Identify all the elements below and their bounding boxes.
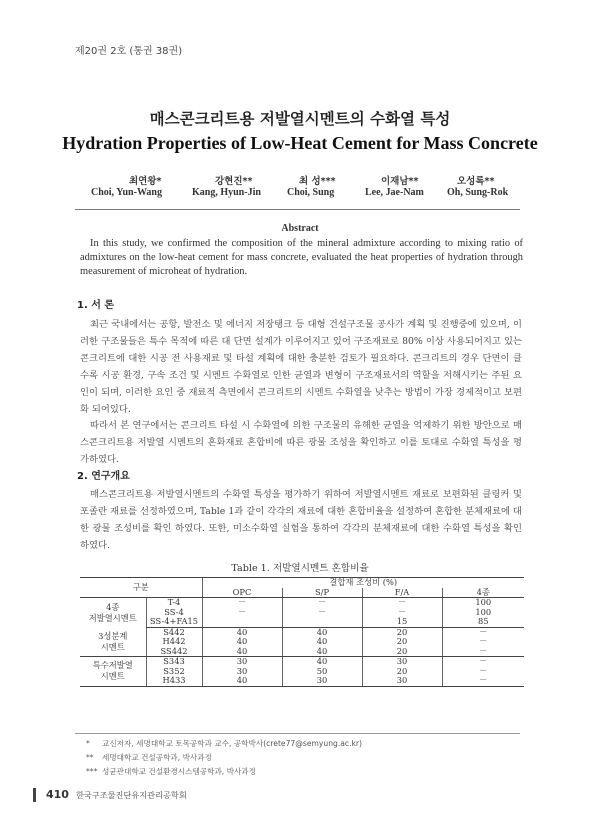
table-cell: － xyxy=(202,598,282,608)
table-cell: － xyxy=(282,598,362,608)
row-label: SS-4+FA15 xyxy=(146,617,202,627)
table-cell: 100 xyxy=(442,608,524,618)
table-row xyxy=(80,676,524,686)
table-cell: 20 xyxy=(362,667,442,677)
table-cell: 40 xyxy=(202,647,282,657)
table-cell: 40 xyxy=(282,647,362,657)
footnote-mark: * xyxy=(86,739,90,748)
group-label xyxy=(80,657,146,687)
journal-issue-header: 제20권 2호 (통권 38권) xyxy=(75,46,183,57)
table-cell: 30 xyxy=(362,657,442,667)
footnote-mark: ** xyxy=(86,753,94,762)
group-label-text: 3성분계 시멘트 xyxy=(98,630,128,652)
row-label: S442 xyxy=(146,627,202,637)
section-heading-introduction: 1. 서 론 xyxy=(77,300,115,311)
row-label: S352 xyxy=(146,667,202,677)
table-cell: － xyxy=(442,657,524,667)
footnote-text: 교신저자, 세명대학교 토목공학과 교수, 공학박사(crete77@semyung.ac.kr) xyxy=(102,739,362,748)
paper-title-korean: 매스콘크리트용 저발열시멘트의 수화열 특성 xyxy=(149,110,451,128)
table-cell: 30 xyxy=(282,676,362,686)
column-header: 4종 xyxy=(442,588,524,598)
table-cell: － xyxy=(442,647,524,657)
author-ko: 오성록** xyxy=(457,176,495,187)
group-label-text: 특수저발열 시멘트 xyxy=(92,660,133,682)
author-ko: 최연왕* xyxy=(129,176,162,187)
table-cell: 40 xyxy=(202,676,282,686)
table-cell: 40 xyxy=(282,637,362,647)
footer-accent-bar xyxy=(33,788,36,802)
table-cell: － xyxy=(442,667,524,677)
table-cell: － xyxy=(442,637,524,647)
author-list xyxy=(77,173,537,201)
table-row xyxy=(80,647,524,657)
author-en: Lee, Jae-Nam xyxy=(365,187,424,198)
row-label: SS442 xyxy=(146,647,202,657)
table-cell: 40 xyxy=(202,627,282,637)
table-cell: 30 xyxy=(202,657,282,667)
abstract-heading: Abstract xyxy=(281,223,319,234)
introduction-paragraph-2: 따라서 본 연구에서는 콘크리트 타설 시 수화열에 의한 구조물의 유해한 균열을 억제하기 위한 방안으로 매스콘크리트용 저발열 시멘트의 혼화재료 혼합비에 따른 광물 조성을 확인하고 이를 토대로 수화열 특성을 평가하였다. xyxy=(80,420,522,465)
row-label: T-4 xyxy=(146,598,202,608)
author-names-korean xyxy=(77,173,537,187)
header-divider xyxy=(75,209,520,210)
abstract-text: In this study, we confirmed the composition of the mineral admixture according to mixing ratio of admixtures on the low-heat cement for mass concrete, evaluated the heat properties of hydration through measurement of microheat of hydration. xyxy=(80,238,523,277)
author-names-english xyxy=(77,187,537,201)
table-row xyxy=(80,657,524,667)
author-en: Choi, Sung xyxy=(287,187,335,198)
table-cell: 100 xyxy=(442,598,524,608)
table-cell: 50 xyxy=(282,667,362,677)
table-cell: 20 xyxy=(362,637,442,647)
table-cell xyxy=(282,617,362,627)
row-label: H433 xyxy=(146,676,202,686)
table-cell: － xyxy=(202,608,282,618)
footnote-divider xyxy=(75,733,520,734)
table-cell: 40 xyxy=(282,627,362,637)
header-category: 구분 xyxy=(80,578,202,598)
table-cell: － xyxy=(442,676,524,686)
group-label-text: 4종 저발열시멘트 xyxy=(88,601,137,623)
table-cell: － xyxy=(362,608,442,618)
footnote-text: 세명대학교 건설공학과, 박사과정 xyxy=(102,753,212,762)
table-cell xyxy=(202,617,282,627)
author-en: Oh, Sung-Rok xyxy=(447,187,509,198)
table-cell: － xyxy=(442,627,524,637)
table-cell: 40 xyxy=(282,657,362,667)
research-overview-paragraph: 매스콘크리트용 저발열시멘트의 수화열 특성을 평가하기 위하여 저발열시멘트 재료로 보편화된 클링커 및 포졸란 재료를 선정하였으며, Table 1과 같이 각각의 재료에 대한 혼합비율을 설정하여 혼합한 분체재료에 대한 광물 조성비를 확인 하였다. 또한, 미소수화열 실험을 통하여 각각의 분체재료에 대한 수화열 특성을 확인하였다. xyxy=(80,489,522,551)
table-cell: － xyxy=(362,598,442,608)
table-cell: 30 xyxy=(202,667,282,677)
table-cell: 85 xyxy=(442,617,524,627)
footnote xyxy=(86,738,362,749)
table-row xyxy=(80,637,524,647)
table-cell: － xyxy=(282,608,362,618)
table-row xyxy=(80,598,524,608)
group-label xyxy=(80,598,146,628)
section-heading-research-overview: 2. 연구개요 xyxy=(77,471,130,482)
table-row xyxy=(80,627,524,637)
table-cell: 15 xyxy=(362,617,442,627)
row-label: SS-4 xyxy=(146,608,202,618)
table-caption: Table 1. 저발열시멘트 혼합비율 xyxy=(231,563,369,574)
introduction-paragraph-1: 최근 국내에서는 공항, 발전소 및 에너지 저장탱크 등 대형 건설구조물 공사가 계획 및 진행중에 있으며, 이러한 구조물들은 특수 목적에 따른 대 단면 설계가 이루어지고 있어 구조재료로 80% 이상 사용되어지고 있는 콘크리트에 대한 시공 전 사용재료 및 타설 계획에 대한 충분한 검토가 필요하다. 콘크리트의 경우 단면이 클수록 시공 환경, 구속 조건 및 시멘트 수화열로 인한 균열과 변형이 구조재료서의 역할을 저해시키는 주된 요인이 되며, 이러한 요인 중 재료적 측면에서 콘크리트의 시멘트 수화열을 낮추는 방법이 가장 경제적이고 보편화 되어있다. xyxy=(80,319,522,415)
group-label xyxy=(80,627,146,657)
author-ko: 강현진** xyxy=(215,176,253,187)
header-binder-ratio: 결합재 조성비 (%) xyxy=(202,578,524,588)
table-cell: 20 xyxy=(362,647,442,657)
table-row xyxy=(80,608,524,618)
journal-name: 한국구조물진단유지관리공학회 xyxy=(76,790,187,800)
row-label: H442 xyxy=(146,637,202,647)
row-label: S343 xyxy=(146,657,202,667)
table-row xyxy=(80,667,524,677)
author-ko: 이재남** xyxy=(381,176,419,187)
column-header: F/A xyxy=(362,588,442,598)
author-ko: 최 성*** xyxy=(299,176,336,187)
table-cell: 40 xyxy=(202,637,282,647)
column-header: S/P xyxy=(282,588,362,598)
footnote-text: 성균관대학교 건설환경시스템공학과, 박사과정 xyxy=(102,767,256,776)
author-en: Choi, Yun-Wang xyxy=(91,187,162,198)
footnote-mark: *** xyxy=(86,767,98,776)
footnote xyxy=(86,766,256,777)
page-number: 410 xyxy=(46,788,69,801)
table-cell: 20 xyxy=(362,627,442,637)
mix-ratio-table xyxy=(80,577,524,687)
paper-title-english: Hydration Properties of Low-Heat Cement for Mass Concrete xyxy=(62,133,538,153)
table-row xyxy=(80,617,524,627)
column-header: OPC xyxy=(202,588,282,598)
author-en: Kang, Hyun-Jin xyxy=(192,187,261,198)
footnote xyxy=(86,752,212,763)
table-cell: 30 xyxy=(362,676,442,686)
